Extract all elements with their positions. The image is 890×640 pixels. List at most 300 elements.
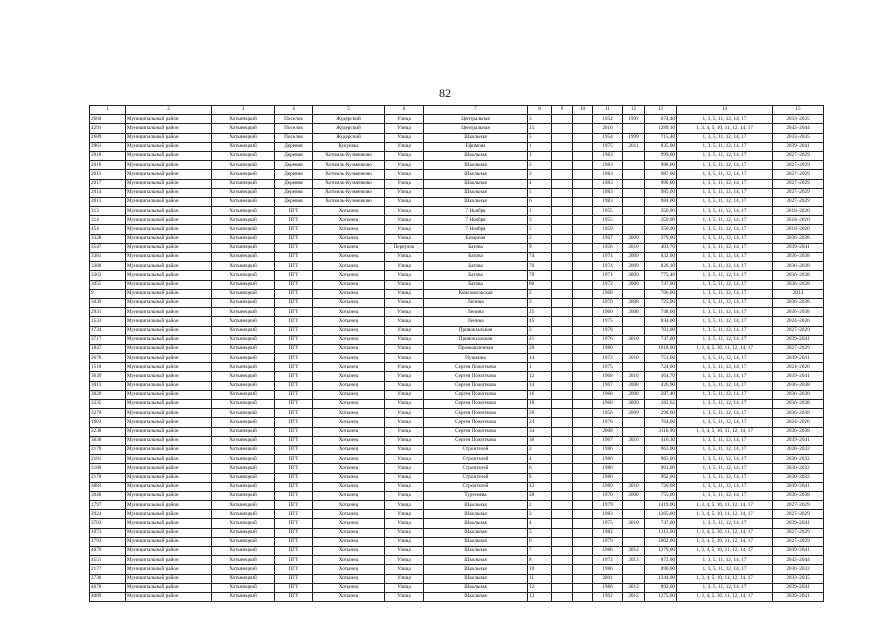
table-cell: Улица <box>385 574 424 583</box>
table-cell: Хотынецкий <box>212 418 275 427</box>
table-cell: 1967 <box>593 436 623 445</box>
table-cell <box>573 188 593 197</box>
table-row <box>90 115 824 124</box>
table-cell: 1997 <box>623 115 645 124</box>
table-cell: 364,70 <box>645 372 677 381</box>
table-cell <box>573 289 593 298</box>
table-cell: Муниципальный район <box>126 528 212 537</box>
table-cell: Школьная <box>424 574 528 583</box>
table-cell: 1313,00 <box>645 528 677 537</box>
table-cell <box>573 271 593 280</box>
table-cell: 1960 <box>593 308 623 317</box>
table-cell: Муниципальный район <box>126 455 212 464</box>
table-cell: Пушкина <box>424 354 528 363</box>
table-cell: Хотынец <box>313 372 385 381</box>
table-cell: ПГТ <box>275 510 313 519</box>
table-cell: 1, 3, 5, 11, 12, 14, 17 <box>677 188 773 197</box>
table-cell: 1793 <box>90 537 126 546</box>
table-cell: 2018–2020 <box>773 216 824 225</box>
table-cell: 2010 <box>623 335 645 344</box>
table-cell: ПГТ <box>275 298 313 307</box>
table-cell: ПГТ <box>275 317 313 326</box>
table-cell <box>552 409 573 418</box>
table-cell: 2008 <box>623 298 645 307</box>
table-cell: 2011 <box>623 142 645 151</box>
table-cell: Муниципальный район <box>126 262 212 271</box>
table-cell: Хотынецкий <box>212 243 275 252</box>
table-cell: 3055 <box>90 280 126 289</box>
table-cell <box>623 427 645 436</box>
table-cell: 28 <box>528 344 552 353</box>
table-cell: 2008 <box>623 280 645 289</box>
table-row <box>90 344 824 353</box>
table-cell: Строителей <box>424 445 528 454</box>
table-cell: 1986 <box>593 583 623 592</box>
table-cell: 2027–2029 <box>773 537 824 546</box>
table-row <box>90 556 824 565</box>
table-cell: 1975 <box>593 363 623 372</box>
table-cell: Хотынецкий <box>212 528 275 537</box>
table-cell: 42 <box>528 482 552 491</box>
table-cell <box>573 519 593 528</box>
table-cell: 1970 <box>593 491 623 500</box>
table-cell: 2036–2038 <box>773 298 824 307</box>
table-row <box>90 418 824 427</box>
table-cell <box>552 280 573 289</box>
table-cell: ПГТ <box>275 574 313 583</box>
table-cell: 2014 <box>90 188 126 197</box>
table-cell: 1, 3, 5, 11, 12, 14, 17 <box>677 363 773 372</box>
table-cell: 2039–2041 <box>773 482 824 491</box>
table-row <box>90 124 824 133</box>
table-cell: 1, 3, 5, 11, 12, 14, 17 <box>677 409 773 418</box>
table-cell: 1, 3, 5, 11, 12, 14, 17 <box>677 418 773 427</box>
table-cell <box>552 271 573 280</box>
table-cell: ПГТ <box>275 547 313 556</box>
table-cell: 1986 <box>593 547 623 556</box>
table-cell: 755,00 <box>645 491 677 500</box>
table-cell: Хотынец <box>313 418 385 427</box>
table-cell: 3676 <box>90 354 126 363</box>
table-cell <box>623 464 645 473</box>
table-cell: Деревня <box>275 197 313 206</box>
table-cell: 2024–2026 <box>773 418 824 427</box>
table-cell: 1, 3, 4, 5, 10, 11, 12, 14, 17 <box>677 124 773 133</box>
table-cell <box>623 574 645 583</box>
table-cell: Хотынецкий <box>212 592 275 601</box>
table-cell <box>573 418 593 427</box>
column-header: 5 <box>313 106 385 115</box>
table-cell: 4 <box>528 179 552 188</box>
table-cell <box>552 354 573 363</box>
table-cell: ПГТ <box>275 418 313 427</box>
table-cell: 1, 3, 5, 11, 12, 14, 17 <box>677 335 773 344</box>
table-cell <box>623 537 645 546</box>
table-cell: 2027–2029 <box>773 188 824 197</box>
table-cell: 2009 <box>623 262 645 271</box>
table-cell: 2027–2029 <box>773 179 824 188</box>
table-cell: Поселок <box>275 133 313 142</box>
table-cell: 1, 3, 5, 11, 12, 14, 17 <box>677 317 773 326</box>
table-cell: 282,62 <box>645 400 677 409</box>
table-cell: 775,40 <box>645 271 677 280</box>
table-cell: Сергея Пожиткова <box>424 400 528 409</box>
table-cell: 1983 <box>593 170 623 179</box>
table-cell: Хотынецкий <box>212 142 275 151</box>
table-cell: Хотынец <box>313 427 385 436</box>
table-cell: Муниципальный район <box>126 317 212 326</box>
table-cell: 1974 <box>593 262 623 271</box>
table-cell <box>552 565 573 574</box>
table-cell: Улица <box>385 161 424 170</box>
table-cell: 3 <box>528 115 552 124</box>
table-cell: Улица <box>385 592 424 601</box>
table-cell: 747,00 <box>645 280 677 289</box>
table-cell <box>552 574 573 583</box>
table-cell: Улица <box>385 216 424 225</box>
table-cell: Муниципальный район <box>126 298 212 307</box>
table-cell: 751,00 <box>645 354 677 363</box>
table-cell: Сергея Пожиткова <box>424 390 528 399</box>
table-row <box>90 326 824 335</box>
table-cell: 890,00 <box>645 565 677 574</box>
table-cell: Хотынецкий <box>212 344 275 353</box>
table-cell: 10 <box>528 565 552 574</box>
table-cell: Хотынец <box>313 556 385 565</box>
table-cell: Улица <box>385 197 424 206</box>
table-cell: 2024–2026 <box>773 317 824 326</box>
table-cell: 1975 <box>593 317 623 326</box>
table-cell <box>573 455 593 464</box>
table-cell: Муниципальный район <box>126 574 212 583</box>
table-cell: 3 <box>528 170 552 179</box>
table-cell: Хотынецкий <box>212 262 275 271</box>
table-cell: 2 <box>528 161 552 170</box>
table-cell: 2730 <box>90 574 126 583</box>
table-cell: Хотынец <box>313 243 385 252</box>
table-cell: 350,00 <box>645 225 677 234</box>
table-cell: Муниципальный район <box>126 427 212 436</box>
table-cell: Хотынец <box>313 253 385 262</box>
table-row <box>90 151 824 160</box>
table-cell: Сергея Пожиткова <box>424 409 528 418</box>
table-cell <box>573 400 593 409</box>
table-row <box>90 381 824 390</box>
table-cell: Муниципальный район <box>126 418 212 427</box>
table-cell: Хотынец <box>313 289 385 298</box>
table-cell: Хотынец <box>313 354 385 363</box>
table-cell: Хотынецкий <box>212 464 275 473</box>
table-cell: Муниципальный район <box>126 280 212 289</box>
table-cell: Улица <box>385 326 424 335</box>
table-cell: Улица <box>385 510 424 519</box>
table-cell: Хотынецкий <box>212 271 275 280</box>
column-header: 3 <box>212 106 275 115</box>
table-cell <box>552 400 573 409</box>
table-cell: 6 <box>528 537 552 546</box>
table-cell <box>552 262 573 271</box>
table-cell <box>552 335 573 344</box>
table-cell <box>573 262 593 271</box>
table-cell: 1972 <box>593 354 623 363</box>
table-cell: Улица <box>385 271 424 280</box>
table-cell <box>573 335 593 344</box>
table-cell: Хотынец <box>313 344 385 353</box>
table-cell <box>552 363 573 372</box>
table-cell: Хотынец <box>313 583 385 592</box>
table-cell: ПГТ <box>275 537 313 546</box>
table-cell: Улица <box>385 289 424 298</box>
table-cell: 1, 3, 4, 5, 10, 11, 12, 14, 17 <box>677 537 773 546</box>
table-cell <box>573 298 593 307</box>
table-cell: 13 <box>528 592 552 601</box>
table-cell <box>573 565 593 574</box>
table-cell: Улица <box>385 188 424 197</box>
table-cell: Улица <box>385 400 424 409</box>
table-cell: Школьная <box>424 547 528 556</box>
table-cell: Хотынец <box>313 207 385 216</box>
table-cell: 1265,00 <box>645 510 677 519</box>
table-cell: Улица <box>385 225 424 234</box>
table-cell: 4291 <box>90 124 126 133</box>
table-row <box>90 308 824 317</box>
table-cell: 2010 <box>623 519 645 528</box>
table-cell: Хотынец <box>313 335 385 344</box>
table-cell: 1, 3, 4, 5, 10, 11, 12, 14, 17 <box>677 574 773 583</box>
table-cell: 21 <box>528 335 552 344</box>
table-cell: 725,00 <box>645 298 677 307</box>
table-cell: 18 <box>528 400 552 409</box>
table-cell: Улица <box>385 464 424 473</box>
table-cell: 1, 3, 5, 11, 12, 14, 17 <box>677 289 773 298</box>
table-cell: 1, 3, 5, 11, 12, 14, 17 <box>677 308 773 317</box>
table-row <box>90 133 824 142</box>
table-cell <box>623 565 645 574</box>
table-cell: 2036–2038 <box>773 427 824 436</box>
table-cell: Хотынецкий <box>212 115 275 124</box>
table-cell: Школьная <box>424 188 528 197</box>
table-cell: ПГТ <box>275 445 313 454</box>
table-cell: Хотынец <box>313 390 385 399</box>
table-cell <box>552 253 573 262</box>
column-header: 12 <box>623 106 645 115</box>
table-row <box>90 473 824 482</box>
table-cell: 454 <box>90 225 126 234</box>
table-cell <box>573 234 593 243</box>
table-cell: ПГТ <box>275 363 313 372</box>
table-cell: Строителей <box>424 482 528 491</box>
table-cell <box>573 317 593 326</box>
table-cell: Улица <box>385 418 424 427</box>
table-cell: 1973 <box>90 528 126 537</box>
table-cell: 34 <box>528 427 552 436</box>
table-cell: 1968 <box>593 289 623 298</box>
table-cell <box>573 225 593 234</box>
table-cell <box>552 510 573 519</box>
table-cell <box>573 510 593 519</box>
table-cell <box>552 317 573 326</box>
table-cell: 872,00 <box>645 556 677 565</box>
table-cell: Хотынец <box>313 574 385 583</box>
table-cell: ПГТ <box>275 207 313 216</box>
table-cell: 832,00 <box>645 253 677 262</box>
table-cell: Хотынецкий <box>212 519 275 528</box>
table-cell: 1956 <box>593 409 623 418</box>
table-cell: 350,00 <box>645 216 677 225</box>
table-cell: 747,00 <box>645 335 677 344</box>
table-cell: 11 <box>528 574 552 583</box>
table-cell: Муниципальный район <box>126 151 212 160</box>
table-cell: 24 <box>528 418 552 427</box>
table-cell: ПГТ <box>275 592 313 601</box>
table-cell <box>623 501 645 510</box>
table-cell: 1 <box>528 151 552 160</box>
table-cell: 2015 <box>90 170 126 179</box>
table-cell: Батова <box>424 280 528 289</box>
table-cell: ПГТ <box>275 464 313 473</box>
table-cell <box>573 427 593 436</box>
table-cell: Привокзальная <box>424 335 528 344</box>
table-cell: Центральная <box>424 115 528 124</box>
table-cell: 3883 <box>90 482 126 491</box>
table-cell: 1989 <box>593 482 623 491</box>
table-cell: 2180 <box>90 464 126 473</box>
table-cell <box>552 161 573 170</box>
table-cell: 1, 3, 5, 11, 12, 14, 17 <box>677 491 773 500</box>
table-cell: 2689 <box>90 133 126 142</box>
table-cell: 2009 <box>623 400 645 409</box>
table-cell: 1 <box>528 207 552 216</box>
table-cell: Хотынецкий <box>212 335 275 344</box>
table-cell: Хотынецкий <box>212 482 275 491</box>
table-cell: ПГТ <box>275 455 313 464</box>
table-cell: 1, 3, 5, 11, 12, 14, 17 <box>677 298 773 307</box>
column-header: 14 <box>677 106 773 115</box>
table-row <box>90 317 824 326</box>
table-cell: Муниципальный район <box>126 473 212 482</box>
table-cell: 2036–2038 <box>773 381 824 390</box>
table-cell: 985,00 <box>645 188 677 197</box>
table-cell: 2009 <box>623 271 645 280</box>
table-cell: Школьная <box>424 537 528 546</box>
table-cell: Деревня <box>275 170 313 179</box>
table-cell: ПГТ <box>275 583 313 592</box>
table-cell: Хотимль-Кузменково <box>313 170 385 179</box>
table-cell: 2024–2026 <box>773 363 824 372</box>
table-cell: 2039–2041 <box>773 519 824 528</box>
table-cell: 1275,00 <box>645 592 677 601</box>
table-cell: Муниципальный район <box>126 335 212 344</box>
table-row <box>90 372 824 381</box>
table-cell: 1, 3, 5, 11, 12, 14, 17 <box>677 170 773 179</box>
table-cell: 1968 <box>593 372 623 381</box>
table-cell: 2039–2041 <box>773 436 824 445</box>
table-cell: 1, 3, 5, 11, 12, 14, 17 <box>677 381 773 390</box>
table-cell: Хотынецкий <box>212 501 275 510</box>
table-cell <box>573 197 593 206</box>
table-cell <box>552 491 573 500</box>
table-cell: Хотынец <box>313 565 385 574</box>
table-cell: 4079 <box>90 547 126 556</box>
table-cell <box>573 390 593 399</box>
table-cell: 15 <box>528 124 552 133</box>
table-cell: 2036–2038 <box>773 308 824 317</box>
table-cell: Батова <box>424 243 528 252</box>
table-cell: 5 <box>528 188 552 197</box>
table-cell: Улица <box>385 473 424 482</box>
table-cell: 1999 <box>623 133 645 142</box>
table-cell: Хотынец <box>313 308 385 317</box>
table-cell: 1955 <box>593 207 623 216</box>
table-cell: Хотимль-Кузменково <box>313 197 385 206</box>
table-cell <box>623 151 645 160</box>
table-cell: 984,00 <box>645 197 677 206</box>
table-cell <box>552 179 573 188</box>
table-cell: 3639 <box>90 372 126 381</box>
table-cell: Хотынецкий <box>212 400 275 409</box>
table-cell: 9 <box>90 289 126 298</box>
table-cell <box>552 418 573 427</box>
table-cell: 1972 <box>593 556 623 565</box>
table-cell <box>623 207 645 216</box>
table-cell: Хотынец <box>313 519 385 528</box>
table-cell <box>552 427 573 436</box>
table-cell: 2039–2041 <box>773 547 824 556</box>
table-cell: 2010 <box>623 436 645 445</box>
table-cell <box>623 179 645 188</box>
table-cell: Хотынец <box>313 381 385 390</box>
table-cell: Хотынецкий <box>212 547 275 556</box>
table-cell <box>573 574 593 583</box>
table-cell: 2027–2029 <box>773 197 824 206</box>
table-cell: Школьная <box>424 583 528 592</box>
table-cell: 2 <box>528 289 552 298</box>
table-cell: 1992 <box>593 592 623 601</box>
table-cell: Муниципальный район <box>126 592 212 601</box>
table-cell: 2036–2038 <box>773 390 824 399</box>
table-cell: 1, 3, 5, 11, 12, 14, 17 <box>677 390 773 399</box>
table-cell: 2039–2041 <box>773 335 824 344</box>
table-cell: Хотынец <box>313 592 385 601</box>
table-cell: 2036–2038 <box>773 400 824 409</box>
table-cell: Муниципальный район <box>126 400 212 409</box>
table-cell <box>552 170 573 179</box>
table-cell: Хотынецкий <box>212 583 275 592</box>
table-cell: 2027–2029 <box>773 501 824 510</box>
table-cell: 2016 <box>90 161 126 170</box>
table-cell <box>552 390 573 399</box>
table-cell: Муниципальный район <box>126 115 212 124</box>
table-cell: 1289,10 <box>645 124 677 133</box>
table-cell: Муниципальный район <box>126 445 212 454</box>
table-cell: 1980 <box>593 344 623 353</box>
table-cell <box>573 445 593 454</box>
table-cell: Муниципальный район <box>126 537 212 546</box>
table-cell <box>573 381 593 390</box>
table-cell <box>573 253 593 262</box>
table-cell: Школьная <box>424 170 528 179</box>
table-cell: 834,00 <box>645 317 677 326</box>
table-cell: Школьная <box>424 556 528 565</box>
table-cell: Комсомольская <box>424 289 528 298</box>
table-cell: Улица <box>385 207 424 216</box>
table-cell: 14 <box>528 354 552 363</box>
table-cell: Улица <box>385 556 424 565</box>
table-cell <box>573 115 593 124</box>
table-cell: 4078 <box>90 583 126 592</box>
table-cell: 7 Ноября <box>424 216 528 225</box>
table-cell <box>573 142 593 151</box>
